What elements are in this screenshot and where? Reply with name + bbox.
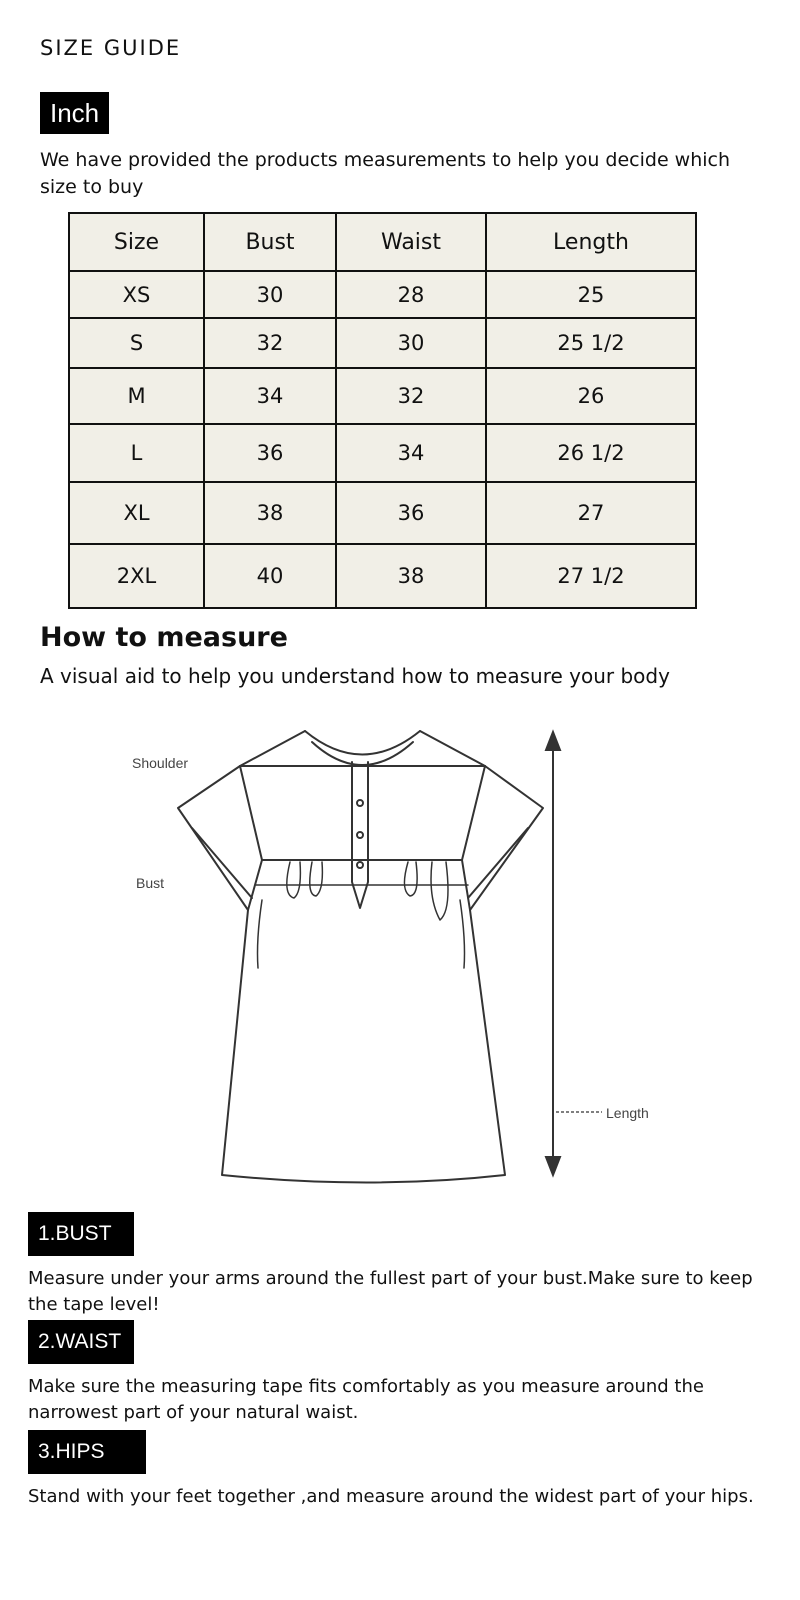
step-text-bust: Measure under your arms around the fullest part of your bust.Make sure to keep the tape level! [28, 1268, 753, 1315]
table-cell: L [69, 424, 204, 482]
column-header-bust: Bust [204, 213, 336, 271]
table-cell: 27 [486, 482, 696, 544]
column-header-size: Size [69, 213, 204, 271]
column-header-waist: Waist [336, 213, 486, 271]
side-fold-left [258, 900, 263, 968]
step-text-hips: Stand with your feet together ,and measure around the widest part of your hips. [28, 1486, 754, 1507]
table-row [69, 544, 696, 608]
column-header-length: Length [486, 213, 696, 271]
table-cell: 40 [204, 544, 336, 608]
side-fold-right [460, 900, 465, 968]
how-to-measure-title: How to measure [40, 622, 288, 653]
size-table [68, 212, 697, 609]
table-cell: 28 [336, 271, 486, 318]
table-cell: 38 [204, 482, 336, 544]
garment-diagram [0, 700, 800, 1200]
step-badge-hips: 3.HIPS [28, 1430, 146, 1474]
arrow-down-icon [546, 1157, 560, 1175]
table-cell: 2XL [69, 544, 204, 608]
step-badge-bust: 1.BUST [28, 1212, 134, 1256]
table-row [69, 424, 696, 482]
button-icon [357, 862, 363, 868]
step-badge-waist: 2.WAIST [28, 1320, 134, 1364]
table-header-row [69, 213, 696, 271]
arrow-up-icon [546, 732, 560, 750]
table-row [69, 482, 696, 544]
table-cell: 30 [336, 318, 486, 368]
button-icon [357, 832, 363, 838]
unit-badge: Inch [40, 92, 109, 134]
button-icon [357, 800, 363, 806]
table-cell: 26 1/2 [486, 424, 696, 482]
intro-text: We have provided the products measurements to help you decide which size to buy [40, 149, 731, 198]
table-row [69, 271, 696, 318]
table-cell: 25 [486, 271, 696, 318]
left-sleeve [192, 766, 262, 910]
table-cell: S [69, 318, 204, 368]
dress-outline [178, 731, 543, 1183]
table-cell: 32 [336, 368, 486, 424]
table-cell: 32 [204, 318, 336, 368]
table-row [69, 318, 696, 368]
length-label: Length [606, 1105, 649, 1121]
table-cell: XL [69, 482, 204, 544]
table-cell: 36 [336, 482, 486, 544]
shoulder-label: Shoulder [132, 755, 189, 771]
table-cell: 36 [204, 424, 336, 482]
page-title: SIZE GUIDE [40, 36, 182, 60]
bust-label: Bust [136, 875, 165, 891]
table-cell: XS [69, 271, 204, 318]
how-to-measure-subtitle: A visual aid to help you understand how to measure your body [40, 664, 670, 688]
placket [352, 762, 368, 908]
table-cell: 34 [204, 368, 336, 424]
table-cell: 30 [204, 271, 336, 318]
table-row [69, 368, 696, 424]
table-cell: 26 [486, 368, 696, 424]
table-cell: 34 [336, 424, 486, 482]
table-cell: 25 1/2 [486, 318, 696, 368]
table-cell: M [69, 368, 204, 424]
table-cell: 38 [336, 544, 486, 608]
table-cell: 27 1/2 [486, 544, 696, 608]
step-text-waist: Make sure the measuring tape fits comfortably as you measure around the narrowest part of your natural waist. [28, 1376, 704, 1423]
right-sleeve [462, 766, 528, 910]
